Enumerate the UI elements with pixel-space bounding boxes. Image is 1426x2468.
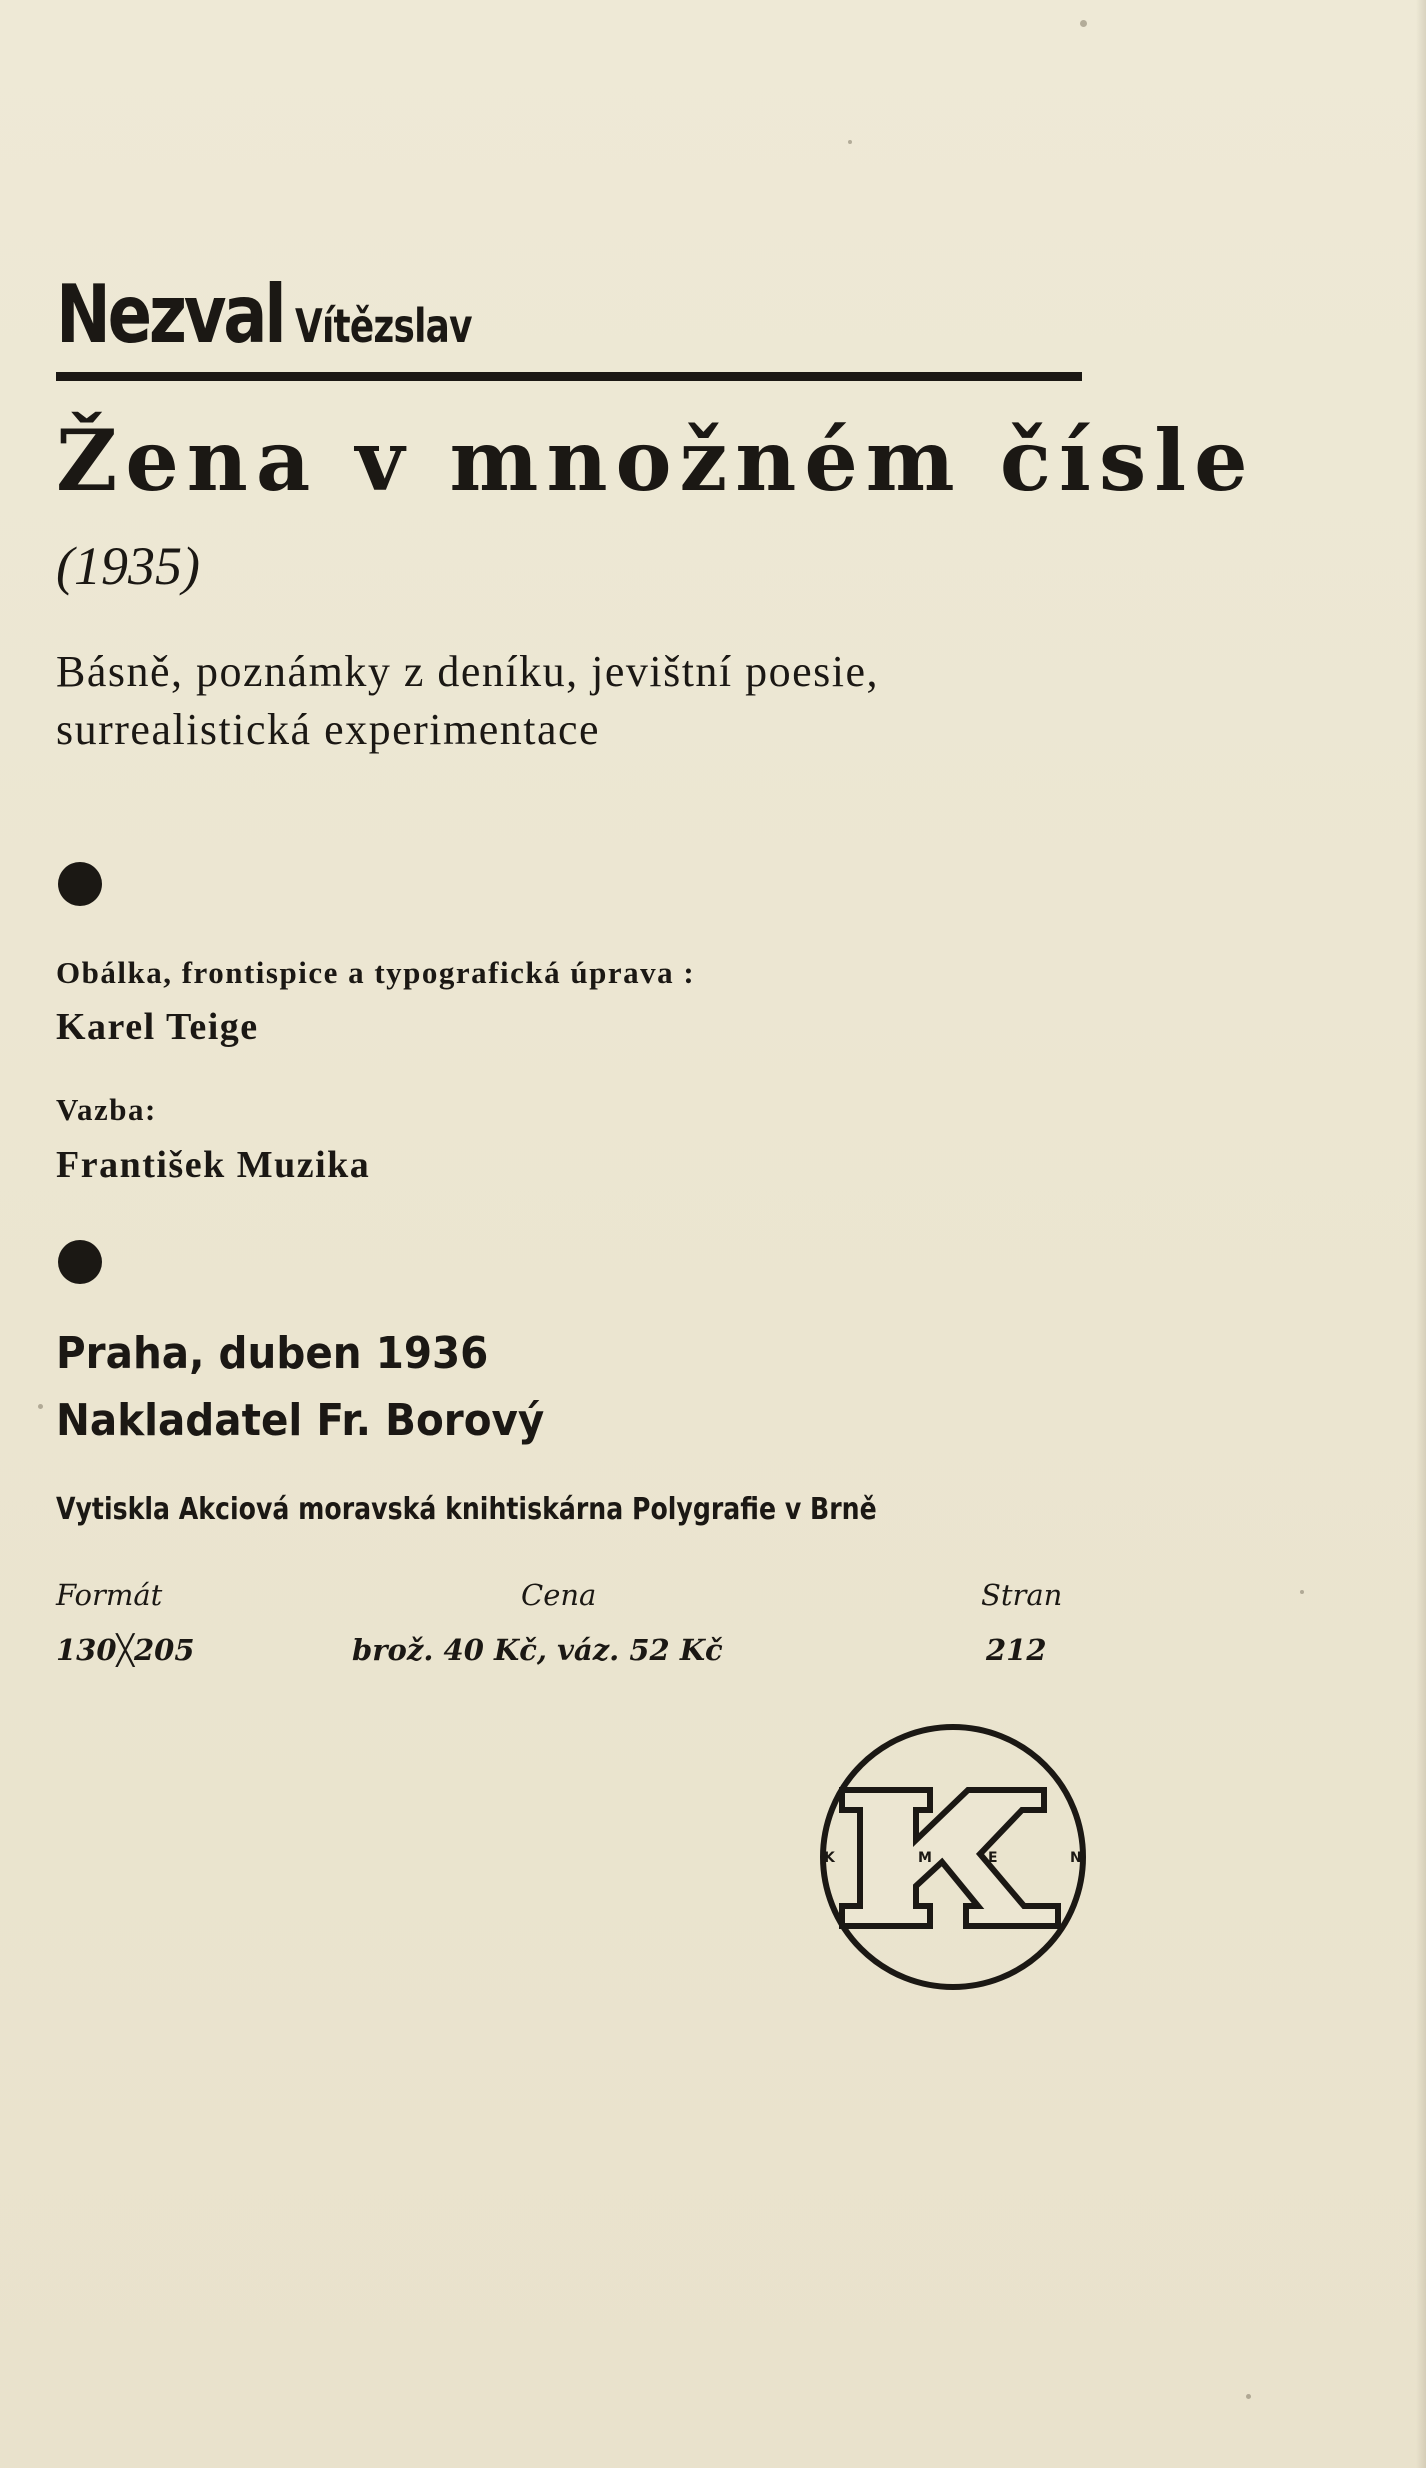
binding-label: Vazba: [56,1092,157,1127]
format-value: 130╳205 [56,1633,195,1667]
section-bullet [58,1240,102,1284]
book-year: (1935) [56,536,200,596]
subtitle-line: Básně, poznámky z deníku, jevištní poesie, [56,647,880,696]
author-name [56,268,522,361]
paper-speck [848,140,852,144]
section-bullet [58,862,102,906]
book-subtitle [56,643,879,759]
page-edge-shadow [1416,0,1426,2468]
header-rule [56,372,1082,381]
kmen-k-logo-icon [818,1722,1088,1992]
logo-letter: M [918,1850,932,1866]
book-title: Žena v množném čísle [56,411,1256,510]
price-label: Cena [521,1578,597,1612]
design-name: Karel Teige [56,1006,259,1048]
pages-label: Stran [981,1578,1063,1612]
price-value: brož. 40 Kč, váz. 52 Kč [352,1633,723,1667]
author-surname: Nezval [56,268,284,361]
author-given-name: Vítězslav [295,299,473,353]
logo-letter: N [1070,1850,1082,1866]
paper-speck [1080,20,1087,27]
pages-value: 212 [986,1633,1047,1667]
subtitle-line: surrealistická experimentace [56,705,601,754]
binding-name: František Muzika [56,1144,371,1186]
format-label: Formát [56,1578,163,1612]
place-date: Praha, duben 1936 [56,1328,489,1379]
paper-speck [1300,1590,1304,1594]
logo-letter: E [988,1850,998,1866]
design-label: Obálka, frontispice a typografická úprava : [56,955,696,990]
logo-letter: K [824,1850,835,1866]
publisher: Nakladatel Fr. Borový [56,1395,545,1446]
paper-speck [38,1404,43,1409]
paper-speck [1246,2394,1251,2399]
printer: Vytiskla Akciová moravská knihtiskárna Polygrafie v Brně [56,1492,877,1527]
